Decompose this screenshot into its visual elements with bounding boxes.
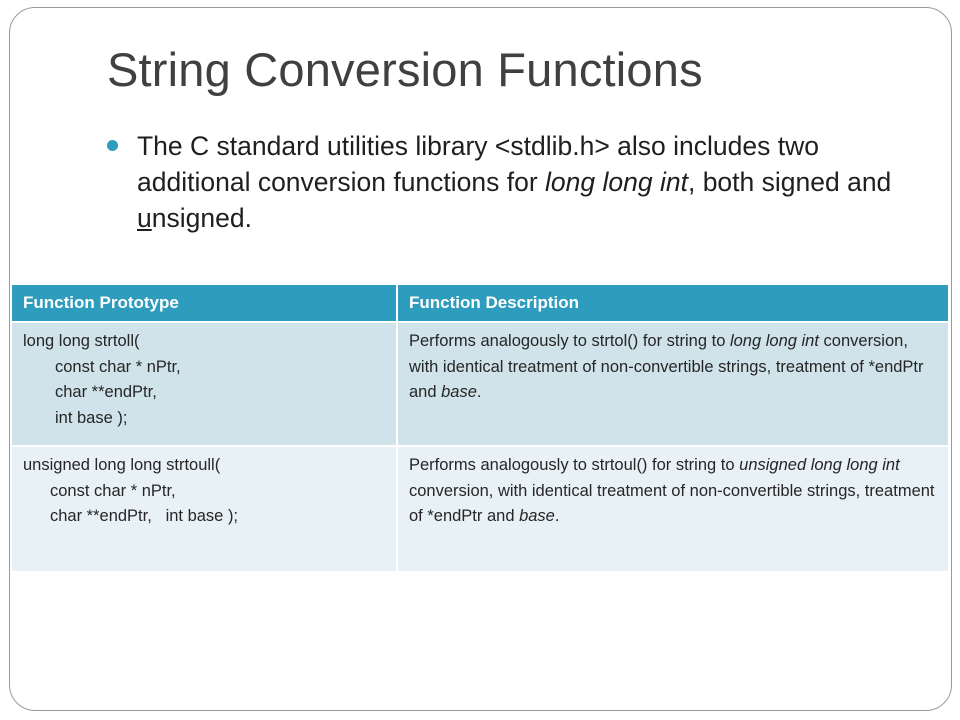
description-part: Performs analogously to strtol() for string to <box>409 332 730 350</box>
description-italic: long long int <box>729 332 819 350</box>
table-row <box>12 446 949 571</box>
header-function-prototype: Function Prototype <box>12 285 397 322</box>
description-italic: base <box>519 507 555 525</box>
prototype-cell <box>12 322 397 446</box>
prototype-line: const char * nPtr, <box>50 481 176 500</box>
table-header-row <box>12 285 949 322</box>
bullet-text-part: , both signed and <box>687 167 892 197</box>
function-table <box>12 285 950 571</box>
bullet-text-underlined: u <box>137 203 152 233</box>
bullet-dot-icon <box>107 140 118 151</box>
description-italic: base <box>441 383 477 401</box>
description-italic: unsigned long long int <box>739 456 900 474</box>
bullet-item <box>104 128 924 236</box>
description-part: . <box>476 383 482 401</box>
prototype-line: const char * nPtr, <box>55 357 181 376</box>
bullet-text <box>137 128 924 236</box>
description-part: conversion, with identical treatment of non-convertible strings, treatment of *endPtr and <box>409 332 924 401</box>
header-function-description: Function Description <box>397 285 949 322</box>
description-part: . <box>554 507 560 525</box>
description-part: Performs analogously to strtoul() for string to <box>409 456 740 474</box>
bullet-text-part: nsigned. <box>151 203 252 233</box>
prototype-line: int base ); <box>55 408 128 427</box>
bullet-text-part: The C standard utilities library <stdlib.h> also includes two additional conversion functions for <box>137 131 819 197</box>
prototype-line: unsigned long long strtoull( <box>23 456 221 474</box>
prototype-line: long long strtoll( <box>23 332 140 350</box>
slide-title: String Conversion Functions <box>107 43 703 96</box>
description-cell <box>397 322 949 446</box>
prototype-line: char **endPtr, int base ); <box>50 507 239 525</box>
table-row <box>12 322 949 446</box>
description-part: conversion, with identical treatment of non-convertible strings, treatment of *endPtr and <box>409 481 935 525</box>
prototype-cell <box>12 446 397 571</box>
prototype-line: char **endPtr, <box>55 383 157 401</box>
bullet-text-italic: long long int <box>545 167 688 197</box>
description-cell <box>397 446 949 571</box>
